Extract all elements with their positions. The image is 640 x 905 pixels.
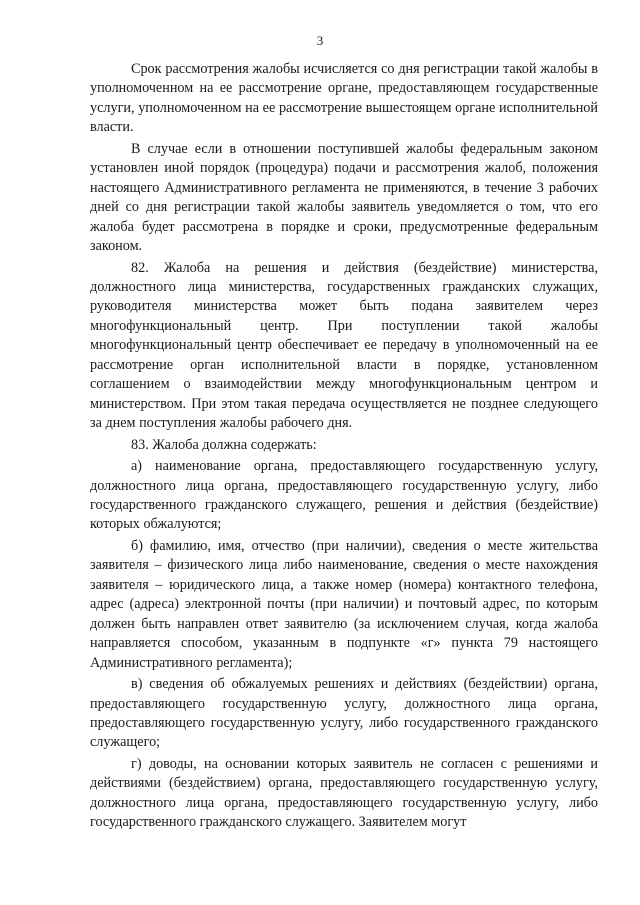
paragraph-83-item-b: б) фамилию, имя, отчество (при наличии), сведения о месте жительства заявителя – физического лица либо наименование, сведения о месте нахождения заявителя – юридического лица, а также номер (номера) контактного телефона, адрес (адреса) электронной почты (при наличии) и почтовый адрес, по которым должен быть направлен ответ заявителю (за исключением случая, когда жалоба направляется способом, указанным в подпункте «г» пункта 79 настоящего Административного регламента); <box>90 537 598 671</box>
paragraph-83-item-v: в) сведения об обжалуемых решениях и действиях (бездействии) органа, предоставляющего государственную услугу, должностного лица органа, предоставляющего государственную услугу, либо государственного гражданского служащего; <box>90 676 598 751</box>
paragraph-review-period: Срок рассмотрения жалобы исчисляется со дня регистрации такой жалобы в уполномоченном на ее рассмотрение органе, предоставляющем государственные услуги, уполномоченном на ее рассмотрение вышестоящем органе исполнительной власти. <box>90 61 598 136</box>
paragraph-federal-law-exception: В случае если в отношении поступившей жалобы федеральным законом установлен иной порядок (процедура) подачи и рассмотрения жалоб, положения настоящего Административного регламента не применяются, в течение 3 рабочих дней со дня регистрации такой жалобы заявитель уведомляется о том, что его жалоба будет рассмотрена в порядке и сроки, предусмотренные федеральным законом. <box>90 140 598 255</box>
paragraph-82-multifunctional-center: 82. Жалоба на решения и действия (бездействие) министерства, должностного лица министерства, государственных гражданских служащих, руководителя министерства может быть подана заявителем через многофункциональный центр. При поступлении такой жалобы многофункциональный центр обеспечивает ее передачу в уполномоченный на ее рассмотрение орган исполнительной власти в порядке, установленном соглашением о взаимодействии между многофункциональным центром и министерством. При этом такая передача осуществляется не позднее следующего за днем поступления жалобы рабочего дня. <box>90 259 598 432</box>
paragraph-83-item-a: а) наименование органа, предоставляющего государственную услугу, должностного лица органа, предоставляющего государственную услугу, либо государственного гражданского служащего, решения и действия (бездействие) которых обжалуются; <box>90 458 598 533</box>
document-body <box>90 60 598 833</box>
page-number: 3 <box>316 33 324 48</box>
paragraph-83-complaint-contents: 83. Жалоба должна содержать: <box>131 436 317 453</box>
paragraph-83-item-g: г) доводы, на основании которых заявитель не согласен с решениями и действиями (бездействием) органа, предоставляющего государственную услугу, должностного лица органа, предоставляющего государственную услугу, либо государственного гражданского служащего. Заявителем могут <box>90 755 598 831</box>
